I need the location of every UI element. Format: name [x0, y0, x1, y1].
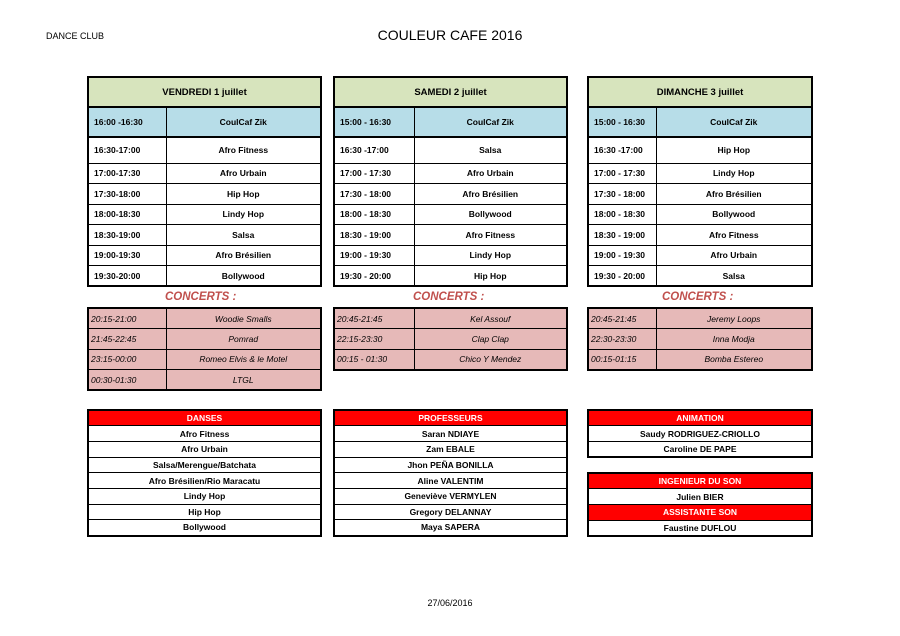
danses-table	[87, 409, 322, 537]
danse-item: Afro Fitness	[88, 426, 321, 442]
slot-row	[334, 184, 567, 205]
danse-item: Bollywood	[88, 520, 321, 536]
slot-time: 17:30 - 18:00	[588, 184, 656, 205]
slot-time: 19:30 - 20:00	[588, 266, 656, 287]
concerts-table	[587, 307, 813, 371]
concert-act: Woodie Smalls	[166, 308, 321, 329]
concert-act: Jeremy Loops	[656, 308, 812, 329]
slot-time: 19:00-19:30	[88, 245, 166, 266]
professeurs-title: PROFESSEURS	[334, 410, 567, 426]
slot-act: Afro Brésilien	[166, 245, 321, 266]
danse-item: Afro Urbain	[88, 441, 321, 457]
slot-row	[334, 266, 567, 287]
concerts-table	[333, 307, 568, 371]
zik-label: CoulCaf Zik	[166, 107, 321, 137]
assistant-name: Faustine DUFLOU	[588, 520, 812, 536]
concert-time: 23:15-00:00	[88, 349, 166, 370]
concert-row	[334, 329, 567, 350]
slot-row	[588, 245, 812, 266]
day-schedule-table	[333, 76, 568, 287]
slot-row	[588, 266, 812, 287]
slot-act: Afro Urbain	[414, 163, 567, 184]
professeurs-table	[333, 409, 568, 537]
slot-time: 19:00 - 19:30	[334, 245, 414, 266]
footer-date: 27/06/2016	[427, 598, 473, 608]
assistant-title: ASSISTANTE SON	[588, 504, 812, 520]
professeur-item: Aline VALENTIM	[334, 473, 567, 489]
concert-row	[88, 370, 321, 391]
slot-time: 16:30 -17:00	[334, 137, 414, 163]
slot-act: Afro Urbain	[166, 163, 321, 184]
slot-row	[334, 204, 567, 225]
concert-time: 22:30-23:30	[588, 329, 656, 350]
slot-row	[334, 137, 567, 163]
slot-row	[588, 204, 812, 225]
danse-item: Salsa/Merengue/Batchata	[88, 457, 321, 473]
slot-time: 19:00 - 19:30	[588, 245, 656, 266]
slot-act: Bollywood	[414, 204, 567, 225]
slot-act: Afro Brésilien	[656, 184, 812, 205]
concert-time: 21:45-22:45	[88, 329, 166, 350]
concerts-label: CONCERTS :	[662, 291, 734, 303]
slot-time: 19:30-20:00	[88, 266, 166, 287]
concert-time: 20:45-21:45	[334, 308, 414, 329]
slot-time: 17:30-18:00	[88, 184, 166, 205]
animation-item: Saudy RODRIGUEZ-CRIOLLO	[588, 426, 812, 442]
concert-act: LTGL	[166, 370, 321, 391]
slot-time: 16:30-17:00	[88, 137, 166, 163]
zik-label: CoulCaf Zik	[414, 107, 567, 137]
concert-act: Romeo Elvis & le Motel	[166, 349, 321, 370]
slot-time: 16:30 -17:00	[588, 137, 656, 163]
concert-time: 00:30-01:30	[88, 370, 166, 391]
concert-row	[588, 349, 812, 370]
concert-time: 22:15-23:30	[334, 329, 414, 350]
concerts-label: CONCERTS :	[413, 291, 485, 303]
slot-time: 18:00 - 18:30	[588, 204, 656, 225]
slot-row	[88, 204, 321, 225]
slot-time: 18:30 - 19:00	[334, 225, 414, 246]
zik-label: CoulCaf Zik	[656, 107, 812, 137]
danses-title: DANSES	[88, 410, 321, 426]
slot-act: Bollywood	[166, 266, 321, 287]
page-title: COULEUR CAFE 2016	[377, 27, 523, 43]
slot-act: Hip Hop	[414, 266, 567, 287]
day-schedule-table	[587, 76, 813, 287]
slot-row	[88, 137, 321, 163]
slot-time: 17:00 - 17:30	[334, 163, 414, 184]
slot-act: Afro Fitness	[166, 137, 321, 163]
slot-act: Lindy Hop	[656, 163, 812, 184]
concerts-label: CONCERTS :	[165, 291, 237, 303]
slot-act: Lindy Hop	[414, 245, 567, 266]
concert-time: 00:15-01:15	[588, 349, 656, 370]
concert-row	[334, 349, 567, 370]
danse-item: Lindy Hop	[88, 488, 321, 504]
slot-row	[334, 225, 567, 246]
concert-act: Bomba Estereo	[656, 349, 812, 370]
concert-act: Inna Modja	[656, 329, 812, 350]
professeur-item: Jhon PEÑA BONILLA	[334, 457, 567, 473]
concert-time: 00:15 - 01:30	[334, 349, 414, 370]
slot-act: Bollywood	[656, 204, 812, 225]
professeur-item: Zam EBALE	[334, 441, 567, 457]
professeur-item: Geneviève VERMYLEN	[334, 488, 567, 504]
slot-act: Hip Hop	[656, 137, 812, 163]
slot-row	[588, 225, 812, 246]
slot-act: Afro Fitness	[656, 225, 812, 246]
concert-time: 20:15-21:00	[88, 308, 166, 329]
slot-act: Afro Brésilien	[414, 184, 567, 205]
day-title: SAMEDI 2 juillet	[334, 77, 567, 107]
zik-time: 15:00 - 16:30	[588, 107, 656, 137]
slot-row	[88, 225, 321, 246]
concert-row	[334, 308, 567, 329]
professeur-item: Gregory DELANNAY	[334, 504, 567, 520]
slot-row	[334, 245, 567, 266]
slot-row	[588, 137, 812, 163]
concert-act: Chico Y Mendez	[414, 349, 567, 370]
slot-time: 18:00-18:30	[88, 204, 166, 225]
slot-row	[88, 245, 321, 266]
slot-act: Salsa	[166, 225, 321, 246]
slot-time: 17:00 - 17:30	[588, 163, 656, 184]
slot-act: Salsa	[656, 266, 812, 287]
concert-row	[88, 349, 321, 370]
slot-time: 19:30 - 20:00	[334, 266, 414, 287]
slot-act: Afro Urbain	[656, 245, 812, 266]
slot-row	[588, 184, 812, 205]
slot-act: Lindy Hop	[166, 204, 321, 225]
concert-row	[88, 308, 321, 329]
animation-table	[587, 409, 813, 458]
slot-row	[88, 163, 321, 184]
son-table	[587, 472, 813, 537]
day-title: DIMANCHE 3 juillet	[588, 77, 812, 107]
concert-act: Pomrad	[166, 329, 321, 350]
concert-row	[588, 329, 812, 350]
slot-time: 17:00-17:30	[88, 163, 166, 184]
concert-act: Kel Assouf	[414, 308, 567, 329]
slot-time: 17:30 - 18:00	[334, 184, 414, 205]
ingenieur-name: Julien BIER	[588, 489, 812, 505]
zik-time: 15:00 - 16:30	[334, 107, 414, 137]
slot-time: 18:30-19:00	[88, 225, 166, 246]
professeur-item: Saran NDIAYE	[334, 426, 567, 442]
slot-row	[88, 266, 321, 287]
concert-row	[88, 329, 321, 350]
concert-time: 20:45-21:45	[588, 308, 656, 329]
day-title: VENDREDI 1 juillet	[88, 77, 321, 107]
concerts-table	[87, 307, 322, 391]
slot-act: Hip Hop	[166, 184, 321, 205]
professeur-item: Maya SAPERA	[334, 520, 567, 536]
club-name: DANCE CLUB	[46, 31, 105, 41]
danse-item: Hip Hop	[88, 504, 321, 520]
slot-time: 18:30 - 19:00	[588, 225, 656, 246]
zik-time: 16:00 -16:30	[88, 107, 166, 137]
slot-time: 18:00 - 18:30	[334, 204, 414, 225]
day-schedule-table	[87, 76, 322, 287]
animation-title: ANIMATION	[588, 410, 812, 426]
slot-act: Salsa	[414, 137, 567, 163]
slot-row	[588, 163, 812, 184]
danse-item: Afro Brésilien/Rio Maracatu	[88, 473, 321, 489]
slot-row	[334, 163, 567, 184]
concert-row	[588, 308, 812, 329]
animation-item: Caroline DE PAPE	[588, 441, 812, 457]
slot-row	[88, 184, 321, 205]
slot-act: Afro Fitness	[414, 225, 567, 246]
ingenieur-title: INGENIEUR DU SON	[588, 473, 812, 489]
concert-act: Clap Clap	[414, 329, 567, 350]
